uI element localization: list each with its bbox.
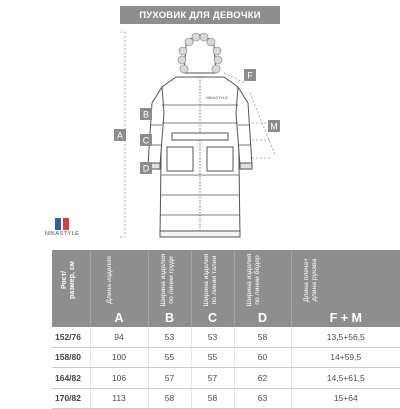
table-row bbox=[52, 347, 400, 368]
marker-d bbox=[140, 162, 152, 174]
marker-c bbox=[140, 134, 152, 146]
svg-text:F: F bbox=[247, 70, 253, 81]
letter-cell bbox=[52, 309, 90, 327]
size-cell: 164/82 bbox=[52, 368, 90, 389]
table-cell: 14+59,5 bbox=[291, 347, 400, 368]
table-cell: 94 bbox=[90, 327, 148, 347]
table-row bbox=[52, 327, 400, 347]
table-cell: 13,5+56,5 bbox=[291, 327, 400, 347]
svg-text:B: B bbox=[142, 109, 150, 120]
marker-m bbox=[268, 120, 280, 132]
table-cell: 53 bbox=[148, 327, 191, 347]
svg-text:D: D bbox=[142, 163, 150, 174]
coat-illustration bbox=[148, 33, 252, 237]
letter-cell: C bbox=[191, 309, 234, 327]
table-row bbox=[52, 368, 400, 389]
table-cell: 106 bbox=[90, 368, 148, 389]
garment-label: NIKASTYLE bbox=[206, 95, 229, 100]
table-cell: 15+64 bbox=[291, 388, 400, 409]
letter-cell: A bbox=[90, 309, 148, 327]
table-cell: 63 bbox=[234, 388, 291, 409]
marker-a bbox=[114, 129, 126, 141]
brand-logo-icon bbox=[55, 218, 69, 230]
brand-name: NIKASTYLE bbox=[44, 231, 80, 237]
table-cell: 57 bbox=[148, 368, 191, 389]
size-table bbox=[52, 250, 400, 409]
table-cell: 53 bbox=[191, 327, 234, 347]
table-header-row bbox=[52, 250, 400, 309]
table-cell: 55 bbox=[148, 347, 191, 368]
size-diagram bbox=[0, 25, 400, 250]
table-row bbox=[52, 388, 400, 409]
brand-block bbox=[37, 218, 87, 237]
letter-cell: D bbox=[234, 309, 291, 327]
table-cell: 57 bbox=[191, 368, 234, 389]
column-header-size: Рост/ размер, см bbox=[52, 250, 90, 309]
column-header-length: Длина изделия bbox=[90, 250, 148, 309]
column-header-hip: Ширина изделия по линии бёдер bbox=[234, 250, 291, 309]
svg-text:C: C bbox=[142, 135, 150, 146]
table-cell: 113 bbox=[90, 388, 148, 409]
letter-cell: F + M bbox=[291, 309, 400, 327]
table-cell: 55 bbox=[191, 347, 234, 368]
table-cell: 58 bbox=[148, 388, 191, 409]
table-cell: 60 bbox=[234, 347, 291, 368]
size-cell: 158/80 bbox=[52, 347, 90, 368]
marker-f bbox=[244, 69, 256, 81]
table-cell: 62 bbox=[234, 368, 291, 389]
svg-text:A: A bbox=[116, 130, 124, 141]
page-title: ПУХОВИК ДЛЯ ДЕВОЧКИ bbox=[120, 6, 280, 24]
svg-text:M: M bbox=[270, 121, 278, 132]
table-cell: 14,5+61,5 bbox=[291, 368, 400, 389]
size-cell: 152/76 bbox=[52, 327, 90, 347]
table-letter-row bbox=[52, 309, 400, 327]
letter-cell: B bbox=[148, 309, 191, 327]
column-header-waist: Ширина изделия по линии талии bbox=[191, 250, 234, 309]
column-header-chest: Ширина изделия по линии груди bbox=[148, 250, 191, 309]
column-header-sleeve: Длина плеча+ длина рукава bbox=[291, 250, 400, 309]
size-cell: 170/82 bbox=[52, 388, 90, 409]
table-cell: 58 bbox=[234, 327, 291, 347]
marker-b bbox=[140, 108, 152, 120]
table-cell: 100 bbox=[90, 347, 148, 368]
table-cell: 58 bbox=[191, 388, 234, 409]
